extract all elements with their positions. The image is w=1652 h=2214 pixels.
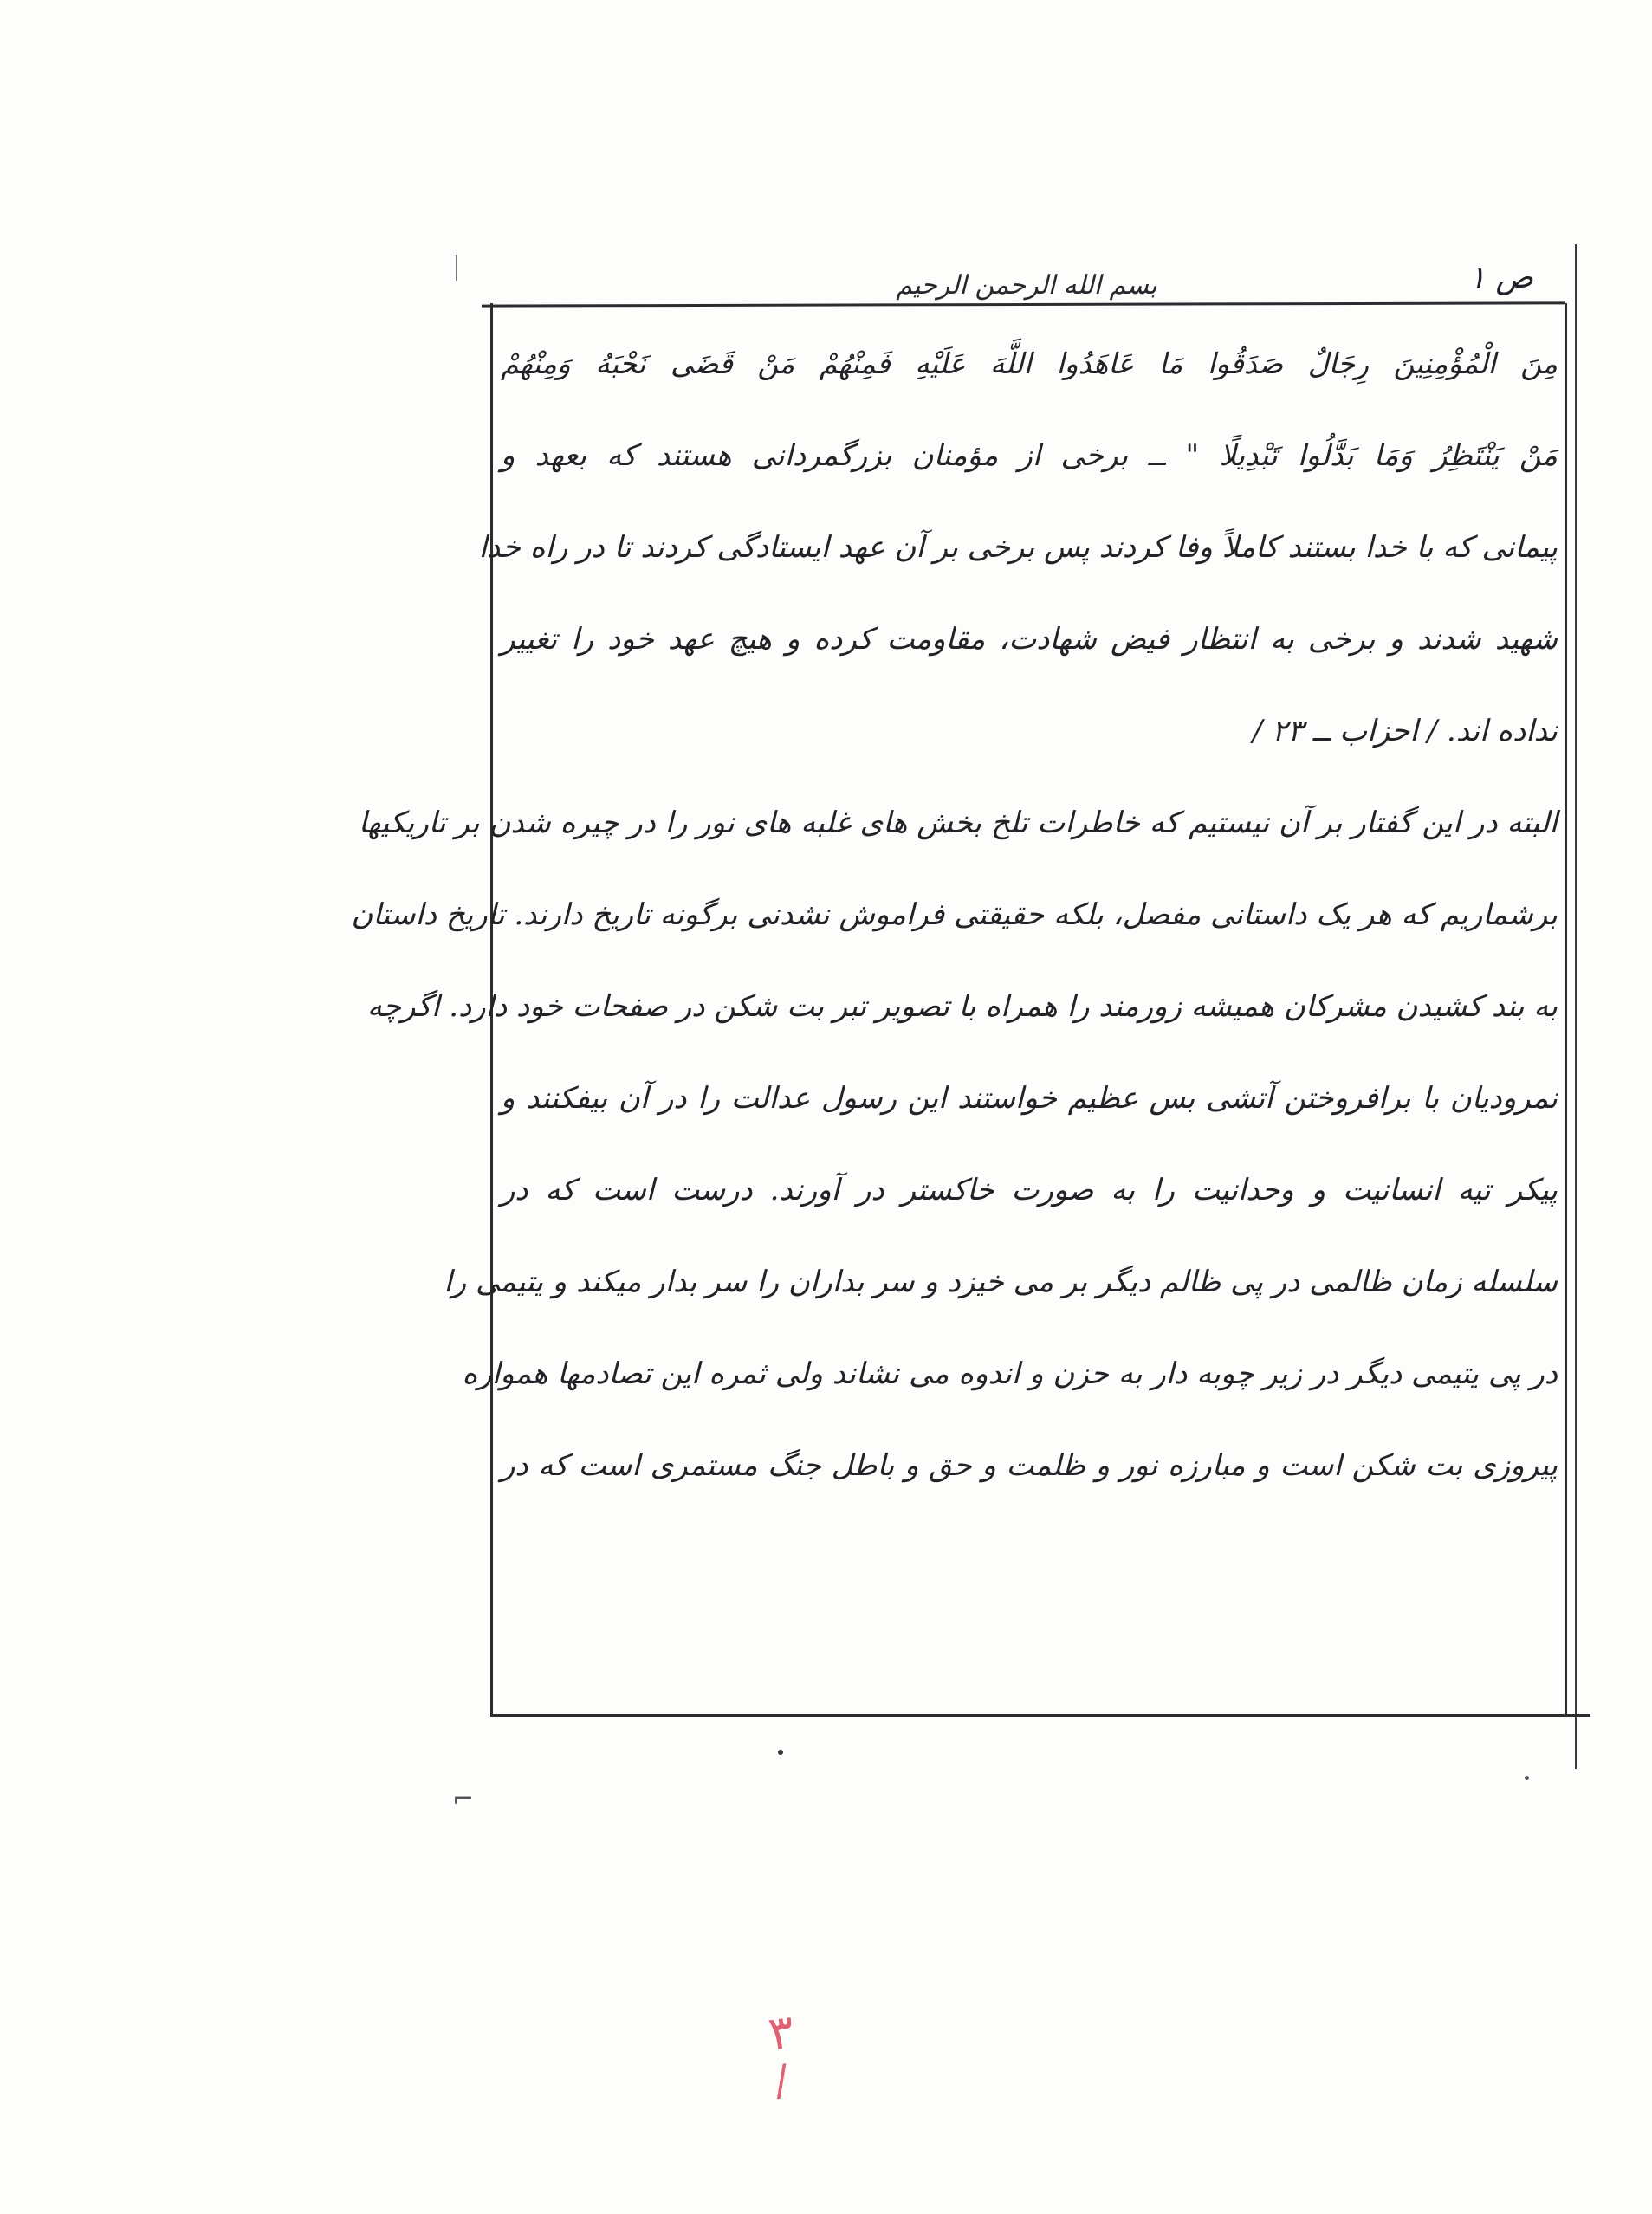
margin-mark bbox=[456, 255, 457, 281]
handwritten-body bbox=[351, 346, 1558, 1540]
text-line: نمرودیان با برافروختن آتشی بس عظیم خواستند این رسول عدالت را در آن بیفکنند و bbox=[501, 1081, 1558, 1116]
text-line: البته در این گفتار بر آن نیستیم که خاطرات تلخ بخش های غلبه های نور را در چیره شدن بر تاریکیها bbox=[358, 806, 1558, 840]
frame-outer-right-line bbox=[1575, 244, 1577, 1769]
page-header bbox=[485, 260, 1568, 308]
folio-slash: / bbox=[771, 2055, 792, 2106]
text-line: نداده اند. / احزاب ــ ۲۳ / bbox=[1252, 714, 1558, 748]
folio-number bbox=[747, 2004, 816, 2106]
frame-right-line bbox=[1565, 303, 1567, 1717]
text-line: شهید شدند و برخی به انتظار فیض شهادت، مقاومت کرده و هیچ عهد خود را تغییر bbox=[501, 622, 1558, 657]
folio-digit: ۳ bbox=[765, 2004, 798, 2062]
text-line: پیروزی بت شکن است و مبارزه نور و ظلمت و حق و باطل جنگ مستمری است که در bbox=[501, 1448, 1558, 1483]
text-line: پیمانی که با خدا بستند کاملاً وفا کردند پس برخی بر آن عهد ایستادگی کردند تا در راه خدا bbox=[478, 530, 1558, 565]
text-line: مَنْ يَنْتَظِرُ وَمَا بَدَّلُوا تَبْدِيلًا " ــ برخی از مؤمنان بزرگمردانی هستند که بعهد و bbox=[501, 438, 1558, 473]
text-line: در پی یتیمی دیگر در زیر چوبه دار به حزن و اندوه می نشاند ولی ثمره این تصادمها همواره bbox=[462, 1356, 1558, 1391]
bismillah-heading: بسم الله الرحمن الرحیم bbox=[896, 270, 1157, 301]
text-line: به بند کشیدن مشرکان همیشه زورمند را همراه با تصویر تبر بت شکن در صفحات خود دارد. اگرچه bbox=[366, 989, 1558, 1024]
ink-dot bbox=[1525, 1776, 1529, 1780]
text-line: مِنَ الْمُؤْمِنِينَ رِجَالٌ صَدَقُوا مَا عَاهَدُوا اللَّهَ عَلَيْهِ فَمِنْهُمْ مَنْ قَضَى نَحْبَهُ وَمِنْهُمْ bbox=[501, 346, 1558, 380]
margin-tick: ⌐ bbox=[452, 1784, 475, 1815]
ink-dot bbox=[778, 1750, 783, 1755]
text-line: سلسله زمان ظالمی در پی ظالم دیگر بر می خیزد و سر بداران را سر بدار میکند و یتیمی را bbox=[444, 1265, 1558, 1299]
text-line: پیکر تیه انسانیت و وحدانیت را به صورت خاکستر در آورند. درست است که در bbox=[501, 1173, 1558, 1207]
page-reference: ص ۱ bbox=[1468, 260, 1533, 295]
text-line: برشماریم که هر یک داستانی مفصل، بلکه حقیقتی فراموش نشدنی برگونه تاریخ دارند. تاریخ داستان bbox=[351, 897, 1558, 932]
frame-bottom-line bbox=[490, 1714, 1590, 1717]
